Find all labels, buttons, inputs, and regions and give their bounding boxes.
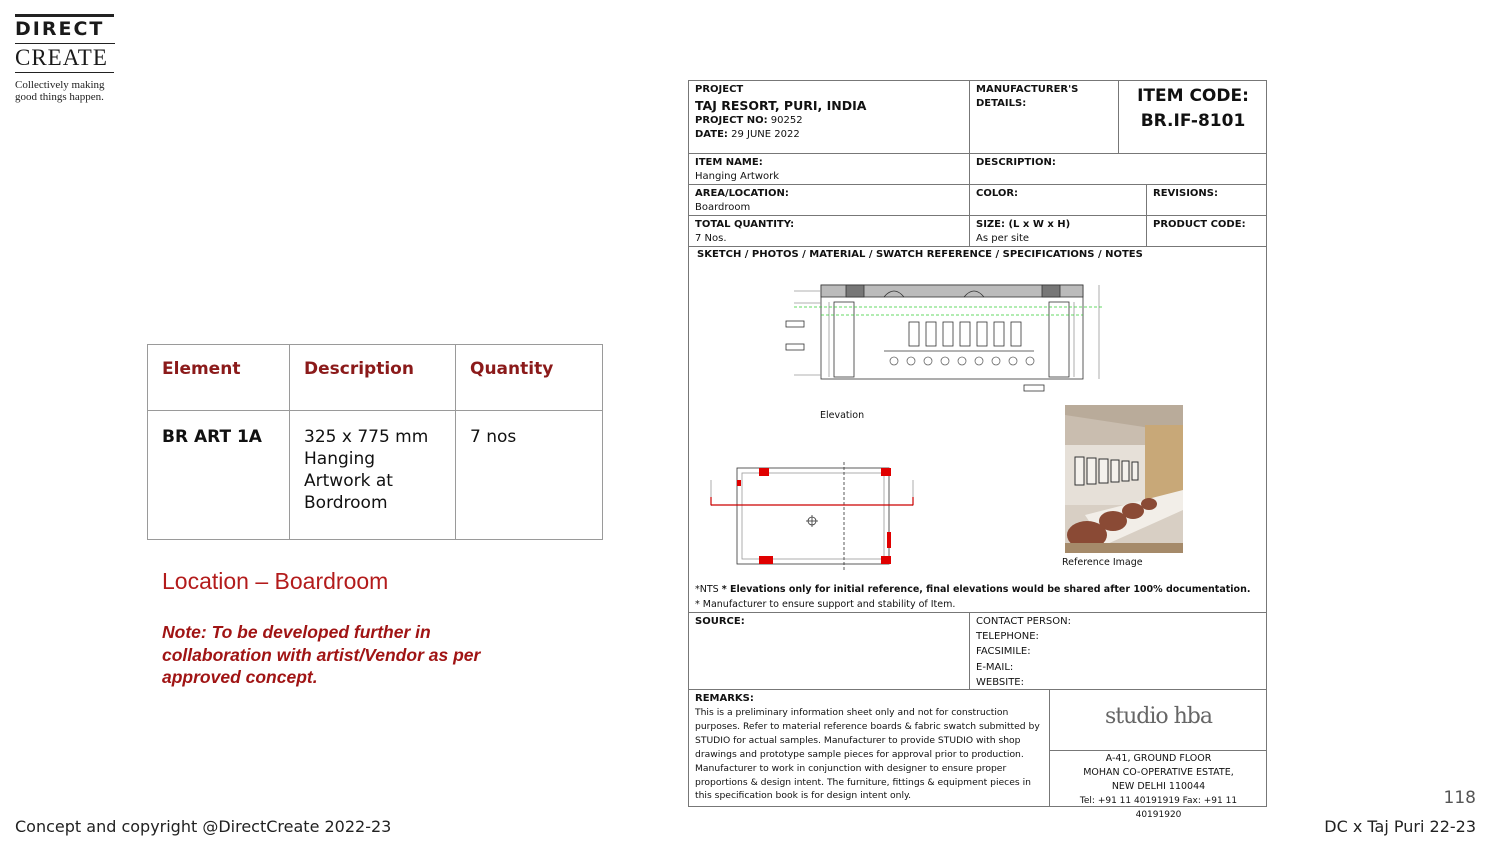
- elevation-drawing: [784, 277, 1109, 392]
- plan-drawing: [709, 462, 919, 572]
- telephone-label: TELEPHONE:: [976, 631, 1039, 643]
- remarks-label: REMARKS:: [695, 693, 754, 704]
- contact-person-label: CONTACT PERSON:: [976, 616, 1071, 627]
- item-code-label: ITEM CODE:: [1137, 86, 1249, 106]
- size-label: SIZE: (L x W x H): [976, 219, 1071, 230]
- area-value: Boardroom: [695, 202, 751, 213]
- project-no: 90252: [770, 115, 803, 126]
- description-cell: [970, 154, 1267, 185]
- specification-sheet: [688, 80, 1267, 820]
- logo-tagline: [15, 79, 115, 103]
- logo-direct: DIRECT: [15, 18, 105, 40]
- remarks-cell: [689, 690, 1050, 807]
- table-row: [148, 411, 603, 540]
- table-header-row: [148, 345, 603, 411]
- cell-quantity: 7 nos: [456, 411, 603, 540]
- project-label: PROJECT: [695, 84, 744, 95]
- header-element: Element: [148, 345, 290, 411]
- manufacturer-label: MANUFACTURER'S DETAILS:: [976, 84, 1079, 109]
- reference-caption: Reference Image: [1062, 557, 1143, 568]
- sketch-label: SKETCH / PHOTOS / MATERIAL / SWATCH REFERENCE / SPECIFICATIONS / NOTES: [697, 249, 1143, 260]
- tagline-line-2: good things happen.: [15, 91, 104, 103]
- color-cell: [970, 185, 1147, 216]
- studio-logo-cell: [1050, 690, 1267, 751]
- page-number: 118: [1443, 788, 1476, 808]
- size-cell: [970, 216, 1147, 247]
- source-label: SOURCE:: [695, 616, 745, 627]
- address-cell: [1050, 751, 1267, 820]
- header-description: Description: [290, 345, 456, 411]
- quantity-cell: [689, 216, 970, 247]
- item-name-cell: [689, 154, 970, 185]
- revisions-cell: [1147, 185, 1267, 216]
- item-code-cell: [1119, 81, 1267, 154]
- logo-create: CREATE: [15, 43, 115, 71]
- sketch-area: [689, 247, 1267, 613]
- address-line-1: A-41, GROUND FLOOR: [1105, 753, 1212, 764]
- address-line-2: MOHAN CO-OPERATIVE ESTATE,: [1083, 767, 1234, 778]
- element-table: [147, 344, 603, 540]
- size-value: As per site: [976, 233, 1030, 244]
- date-label: DATE:: [695, 129, 728, 140]
- manufacturer-note: * Manufacturer to ensure support and stability of Item.: [695, 599, 956, 610]
- cell-description: 325 x 775 mm Hanging Artwork at Bordroom: [290, 411, 456, 540]
- reference-image: [1065, 405, 1183, 553]
- color-label: COLOR:: [976, 188, 1019, 199]
- product-code-cell: [1147, 216, 1267, 247]
- logo-bottom-rule: [15, 72, 114, 73]
- remarks-text: This is a preliminary information sheet only and not for construction purposes. Refer to material reference boards & fabric swatch submitted by STUDIO for actual samples. Manufacturer to provide STUDIO with shop drawings and prototype sample pieces for approval prior to production. Manufacturer to work in conjunction with designer to ensure proper proportions & design intent. The furniture, fittings & equipment pieces in this specification book is for design intent only.: [695, 707, 1040, 802]
- tagline-line-1: Collectively making: [15, 79, 105, 91]
- footer-copyright: Concept and copyright @DirectCreate 2022-23: [15, 817, 392, 836]
- product-code-label: PRODUCT CODE:: [1153, 219, 1246, 230]
- address-line-3: NEW DELHI 110044: [1111, 781, 1206, 792]
- area-cell: [689, 185, 970, 216]
- development-note: Note: To be developed further in collaboration with artist/Vendor as per approved concept.: [162, 622, 481, 687]
- cell-element: BR ART 1A: [148, 411, 290, 540]
- footer-project: DC x Taj Puri 22-23: [1324, 817, 1476, 836]
- item-name: Hanging Artwork: [695, 171, 780, 182]
- email-label: E-MAIL:: [976, 661, 1014, 673]
- project-cell: [689, 81, 970, 154]
- project-no-label: PROJECT NO:: [695, 115, 768, 126]
- location-heading: Location – Boardroom: [162, 568, 389, 594]
- source-cell: [689, 613, 970, 690]
- nts-label: *NTS: [695, 584, 719, 595]
- header-quantity: Quantity: [456, 345, 603, 411]
- quantity-label: TOTAL QUANTITY:: [695, 219, 795, 230]
- facsimile-label: FACSIMILE:: [976, 646, 1031, 658]
- elevation-note: * Elevations only for initial reference, final elevations would be shared after 100% documentation.: [721, 584, 1251, 595]
- item-code: BR.IF-8101: [1140, 111, 1246, 131]
- description-label: DESCRIPTION:: [976, 157, 1056, 168]
- item-name-label: ITEM NAME:: [695, 157, 763, 168]
- studio-hba-logo: studio hba: [1104, 704, 1213, 729]
- website-label: WEBSITE:: [976, 676, 1024, 688]
- manufacturer-cell: [970, 81, 1119, 154]
- elevation-caption: Elevation: [820, 410, 865, 421]
- project-date: 29 JUNE 2022: [731, 129, 800, 140]
- direct-create-logo: [15, 14, 115, 103]
- address-phone: Tel: +91 11 40191919 Fax: +91 11 40191920: [1079, 796, 1238, 820]
- contact-cell: [970, 613, 1267, 690]
- quantity-value: 7 Nos.: [695, 233, 727, 244]
- area-label: AREA/LOCATION:: [695, 188, 789, 199]
- revisions-label: REVISIONS:: [1153, 188, 1218, 199]
- project-name: TAJ RESORT, PURI, INDIA: [695, 98, 867, 113]
